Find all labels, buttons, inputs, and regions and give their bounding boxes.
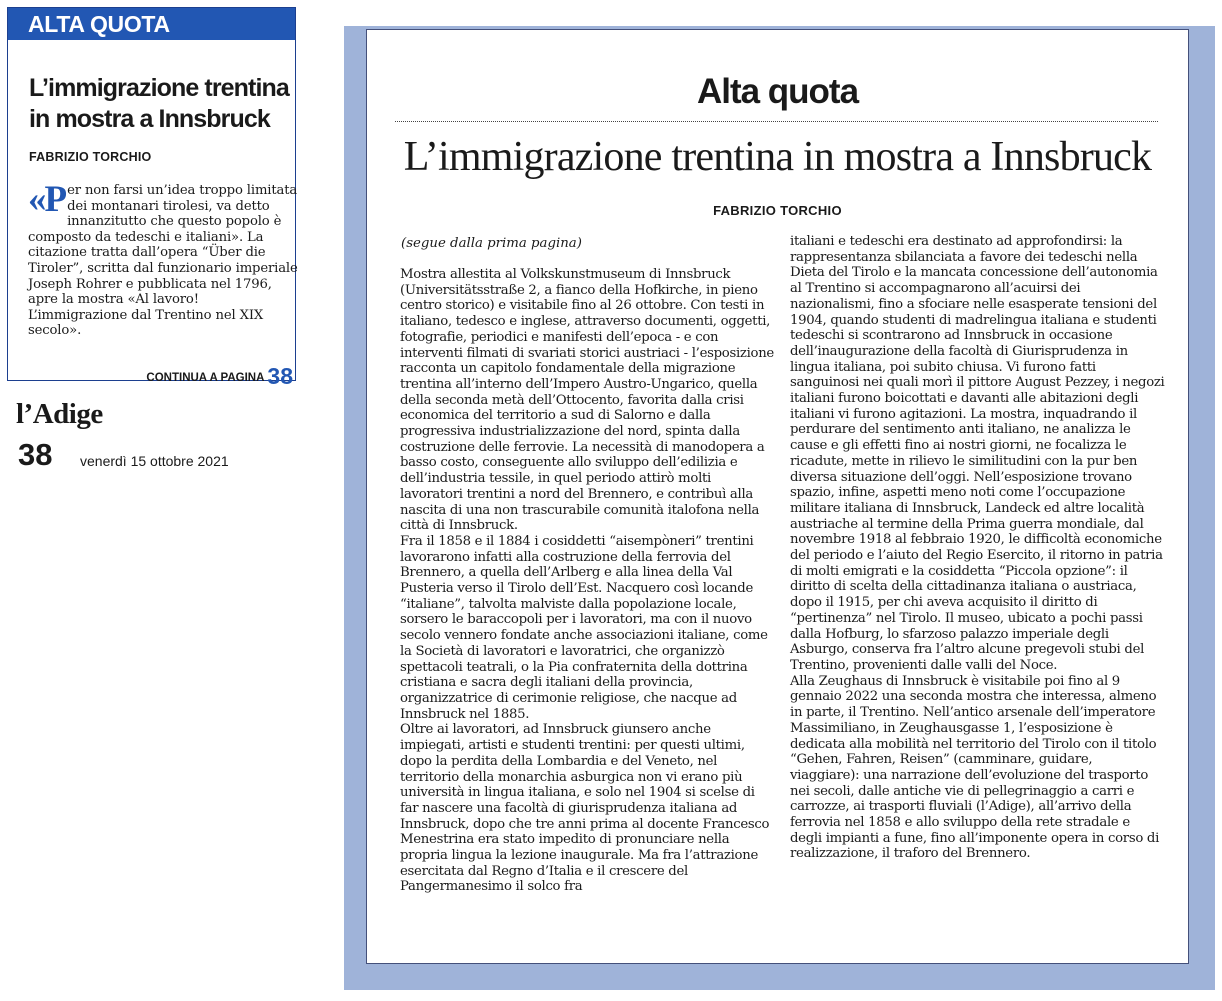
paragraph: Alla Zeughaus di Innsbruck è visitabile poi fino al 9 gennaio 2022 una seconda mostra che interessa, almeno in parte, il Trentino. Nell’antico arsenale dell’imperatore Massimiliano, in Zeughausgasse 1, l’esposizione è dedicata alla mobilità nel territorio del Tirolo con il titolo “Gehen, Fahren, Reisen” (camminare, guidare, viaggiare): una narrazione dell’evoluzione del trasporto nei secoli, dalle antiche vie di pellegrinaggio a carri e carrozze, ai trasporti fluviali (l’Adige), all’arrivo della ferrovia nel 1858 e allo sviluppo della rete stradale e degli impianti a fune, fino all’imponente opera in corso di realizzazione, il traforo del Brennero. [790, 673, 1160, 862]
section-label: ALTA QUOTA [8, 8, 295, 40]
drop-cap: «P [28, 179, 66, 220]
paragraph: italiani e tedeschi era destinato ad approfondirsi: la rappresentanza sbilanciata a favore dei tedeschi nella Dieta del Tirolo e la mancata concessione dell’autonomia al Trentino si accompagnarono all’acuirsi dei nazionalismi, fino a sfociare nelle esasperate tensioni del 1904, quando studenti di madrelingua italiana e studenti tedeschi si scontrarono ad Innsbruck in occasione dell’inaugurazione della facoltà di Giurisprudenza in lingua italiana, poi subito chiusa. Vi furono fatti sanguinosi nei quali morì il pittore August Pezzey, i negozi italiani furono boicottati e davanti alle abitazioni degli italiani vi furono agitazioni. La mostra, inquadrando il perdurare del sentimento anti italiano, ne analizza le cause e gli effetti fino ai nostri giorni, ne focalizza le ricadute, mette in rilievo le similitudini con la pur ben diversa situazione dell’oggi. Nell’esposizione trovano spazio, infine, aspetti meno noti come l’occupazione militare italiana di Innsbruck, Landeck ed altre località austriache al termine della Prima guerra mondiale, dal novembre 1918 al febbraio 1920, le difficoltà economiche del periodo e l’aiuto del Regio Esercito, il ritorno in patria di molti emigrati e la cosiddetta “Piccola opzione”: il diritto di scelta della cittadinanza italiana o austriaca, dopo il 1915, per chi aveva acquisito il diritto di “pertinenza” nel Tirolo. Il museo, ubicato a pochi passi dalla Hofburg, lo sfarzoso palazzo imperiale degli Asburgo, conserva fra l’altro alcune pregevoli stubi del Trentino, provenienti dalle valli del Noce. [790, 234, 1165, 673]
paragraph: Oltre ai lavoratori, ad Innsbruck giunsero anche impiegati, artisti e studenti trentini: per questi ultimi, dopo la perdita della Lombardia e del Veneto, nel territorio della monarchia asburgica non vi erano più università in lingua italiana, e solo nel 1904 si scelse di far nascere una facoltà di giurisprudenza italiana ad Innsbruck, dopo che tre anni prima al docente Francesco Menestrina era stato impedito di pronunciare nella propria lingua la lezione inaugurale. Ma fra l’attrazione esercitata dal Regno d’Italia e il crescere del Pangermanesimo il solco fra [400, 722, 770, 895]
continue-label: CONTINUA A PAGINA [146, 372, 265, 384]
teaser-title: L’immigrazione trentina in mostra a Innsbruck [29, 74, 289, 133]
segue-note: (segue dalla prima pagina) [401, 236, 582, 251]
teaser-box [7, 7, 298, 389]
article-page [366, 29, 1189, 964]
article-headline: L’immigrazione trentina in mostra a Innsbruck [403, 134, 1152, 180]
continue-page-number: 38 [267, 363, 293, 389]
paragraph: Mostra allestita al Volkskunstmuseum di Innsbruck (Universitätsstraße 2, a fianco della Hofkirche, in pieno centro storico) e visitabile fino al 26 ottobre. Con testi in italiano, tedesco e inglese, attraverso documenti, oggetti, fotografie, periodici e manifesti dell’epoca - e con interventi filmati di svariati storici austriaci - l’esposizione racconta un capitolo fondamentale della migrazione trentina all’interno dell’Impero Austro-Ungarico, quella della seconda metà dell’Ottocento, favorita dalla crisi economica del territorio a sud di Salorno e dalla progressiva industrializzazione del nord, spinta dalla costruzione delle ferrovie. La necessità di manodopera a basso costo, conseguente allo sviluppo dell’edilizia e dell’industria tessile, in quel periodo attirò molti lavoratori trentini a nord del Brennero, e contribuì alla nascita di una non trascurabile comunità italofona nella città di Innsbruck. [400, 267, 774, 534]
article-kicker: Alta quota [696, 72, 859, 111]
article-author: FABRIZIO TORCHIO [713, 203, 842, 218]
page-number: 38 [18, 437, 53, 472]
article-column-2 [790, 234, 1165, 862]
teaser-quote-text: er non farsi un’idea troppo limitata dei montanari tirolesi, va detto innanzitutto che questo popolo è composto da tedeschi e italiani». La citazione tratta dall’opera “Über die Tiroler”, scritta dal funzionario imperiale Joseph Rohrer e pubblicata nel 1796, apre la mostra «Al lavoro! L’immigrazione dal Trentino nel XIX secolo». [28, 183, 298, 339]
article-column-1 [400, 267, 775, 895]
dotted-divider [395, 121, 1158, 122]
teaser-author: FABRIZIO TORCHIO [29, 150, 152, 164]
newspaper-logo: l’Adige [16, 398, 103, 430]
paragraph: Fra il 1858 e il 1884 i cosiddetti “aisempòneri” trentini lavorarono infatti alla costruzione della ferrovia del Brennero, a quella dell’Arlberg e alla linea della Val Pusteria verso il Tirolo dell’Est. Nacquero così locande “italiane”, talvolta malviste dalla popolazione locale, sorsero le baraccopoli per i lavoratori, ma con il nuovo secolo vennero fondate anche associazioni italiane, come la Società di lavoratori e lavoratrici, che organizzò spettacoli teatrali, o la Pia confraternita della dottrina cristiana e sacra degli italiani della provincia, organizzatrice di cerimonie religiose, che nacque ad Innsbruck nel 1885. [400, 533, 768, 722]
continue-link[interactable] [146, 363, 293, 390]
teaser-quote [28, 179, 298, 339]
page-date: venerdì 15 ottobre 2021 [80, 453, 229, 469]
